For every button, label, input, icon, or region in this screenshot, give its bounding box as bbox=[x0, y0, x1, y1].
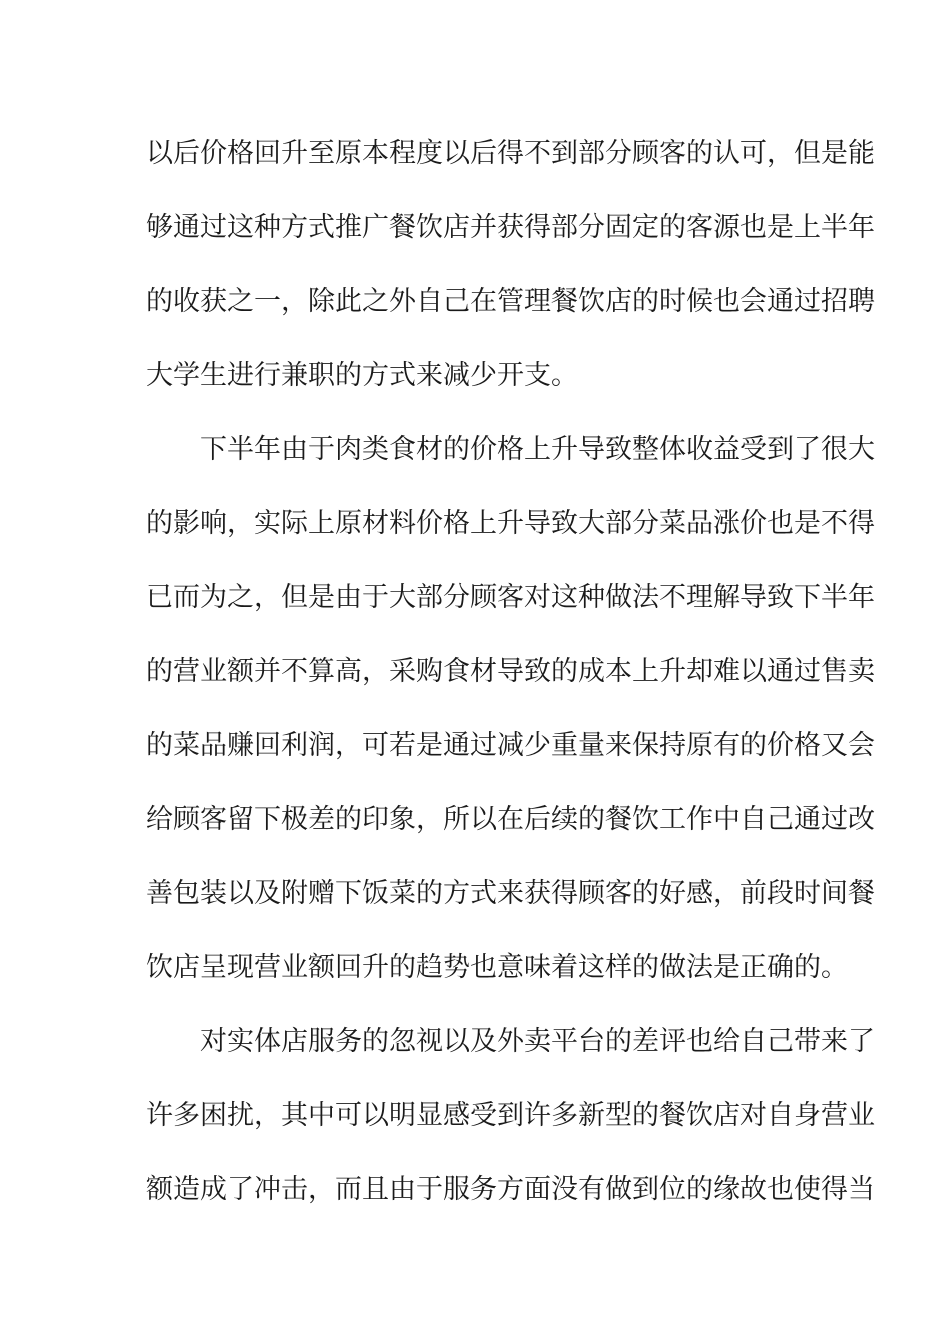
text-line: 的菜品赚回利润，可若是通过减少重量来保持原有的价格又会 bbox=[146, 730, 875, 761]
text-line: 善包装以及附赠下饭菜的方式来获得顾客的好感，前段时间餐 bbox=[146, 878, 875, 909]
text-line: 下半年由于肉类食材的价格上升导致整体收益受到了很大 bbox=[200, 434, 875, 465]
text-line: 的收获之一，除此之外自己在管理餐饮店的时候也会通过招聘 bbox=[146, 286, 875, 317]
text-line: 已而为之，但是由于大部分顾客对这种做法不理解导致下半年 bbox=[146, 582, 875, 613]
text-line: 对实体店服务的忽视以及外卖平台的差评也给自己带来了 bbox=[200, 1026, 875, 1057]
paragraph-1 bbox=[146, 126, 875, 422]
text-line: 以后价格回升至原本程度以后得不到部分顾客的认可，但是能 bbox=[146, 138, 875, 169]
paragraph-3 bbox=[146, 1014, 875, 1236]
text-line: 饮店呈现营业额回升的趋势也意味着这样的做法是正确的。 bbox=[146, 952, 848, 983]
text-line: 许多困扰，其中可以明显感受到许多新型的餐饮店对自身营业 bbox=[146, 1100, 875, 1131]
text-line: 的营业额并不算高，采购食材导致的成本上升却难以通过售卖 bbox=[146, 656, 875, 687]
text-line: 大学生进行兼职的方式来减少开支。 bbox=[146, 360, 578, 391]
text-line: 够通过这种方式推广餐饮店并获得部分固定的客源也是上半年 bbox=[146, 212, 875, 243]
text-line: 的影响，实际上原材料价格上升导致大部分菜品涨价也是不得 bbox=[146, 508, 875, 539]
text-line: 额造成了冲击，而且由于服务方面没有做到位的缘故也使得当 bbox=[146, 1174, 875, 1205]
text-line: 给顾客留下极差的印象，所以在后续的餐饮工作中自己通过改 bbox=[146, 804, 875, 835]
document-body bbox=[146, 126, 875, 1236]
paragraph-2 bbox=[146, 422, 875, 1014]
